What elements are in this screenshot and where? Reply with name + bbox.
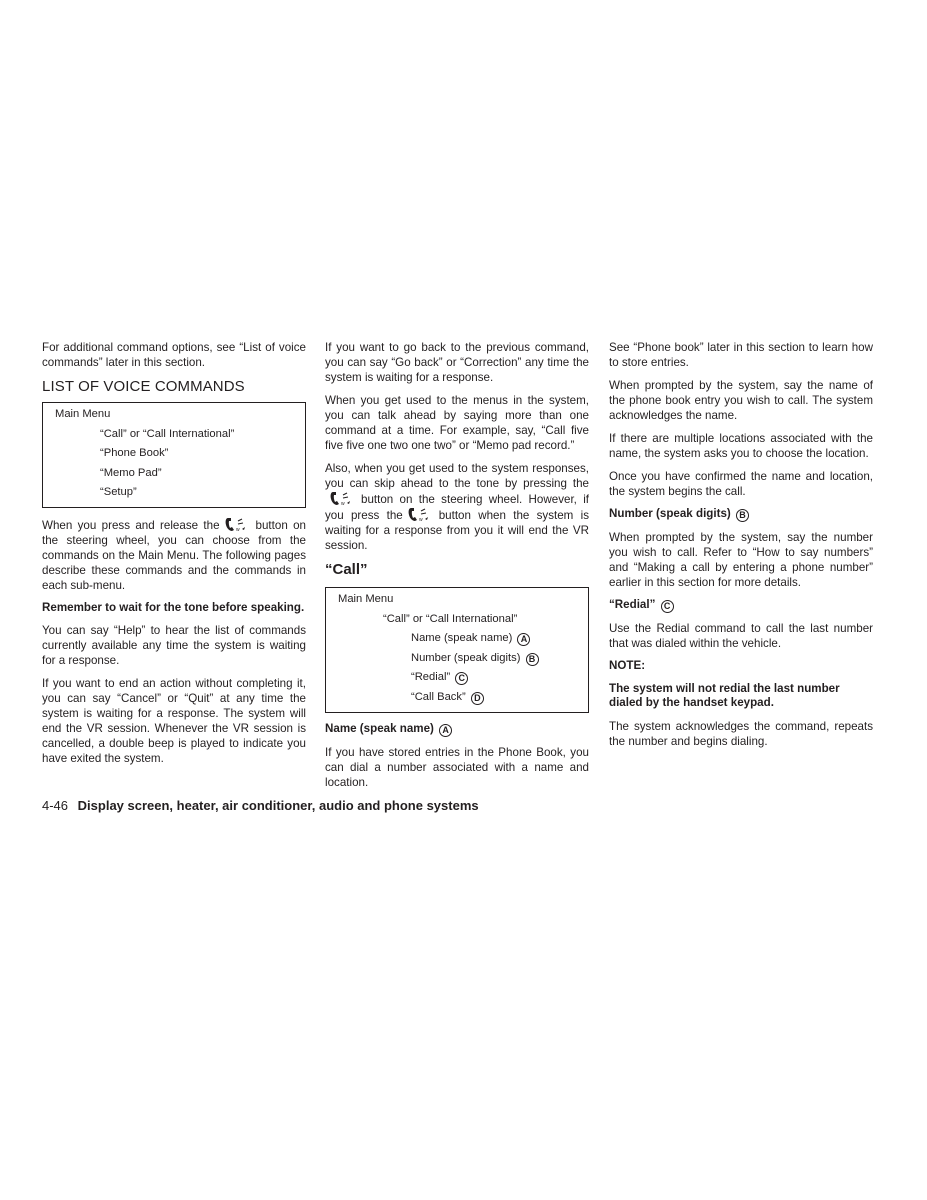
footer-title: Display screen, heater, air conditioner, audio and phone systems — [77, 798, 479, 813]
call-menu-item-name: Name (speak name) A — [326, 629, 588, 649]
press-text-after: button on the steering wheel, you can choose from the commands on the Main Menu. The following pages describe these commands and the commands in each sub-menu. — [42, 518, 307, 592]
menu-item-setup: “Setup” — [100, 486, 137, 499]
wait-tone-heading: Remember to wait for the tone before speaking. — [42, 600, 305, 614]
talk-ahead-paragraph: When you get used to the menus in the system, you can talk ahead by saying more than one command at a time. For example, say, “Call five five five one two one two” or “Memo pad record.” — [325, 394, 589, 452]
end-action-paragraph: If you want to end an action without completing it, you can say “Cancel” or “Quit” at any time the system is waiting for a response. The system will end the VR session. Whenever the VR session is cancelled, a double beep is played to indicate you have exited the system. — [42, 677, 306, 766]
multiple-locations-paragraph: If there are multiple locations associated with the name, the system asks you to choose the location. — [609, 432, 873, 460]
badge-a-icon: A — [439, 724, 452, 737]
call-menu-box — [325, 587, 589, 713]
intro-paragraph: For additional command options, see “List of voice commands” later in this section. — [42, 341, 306, 369]
skip-text-1: Also, when you get used to the system responses, you can skip ahead to the tone by pressing the — [325, 462, 589, 490]
svg-text:w: w — [235, 526, 240, 532]
skip-text-2: button on the steering wheel. However, if you press the — [325, 493, 589, 522]
press-release-paragraph — [42, 517, 306, 593]
badge-c-icon: C — [661, 600, 674, 613]
number-paragraph: When prompted by the system, say the number you wish to call. Refer to “How to say numbers” and “Making a call by entering a phone number” earlier in this section for more details. — [609, 531, 873, 589]
note-bold-text: The system will not redial the last number dialed by the handset keypad. — [609, 681, 840, 709]
press-text-before: When you press and release the — [42, 518, 220, 532]
menu-title: Main Menu — [55, 408, 111, 420]
menu-item-call: “Call” or “Call International” — [100, 427, 235, 440]
page-footer — [42, 797, 479, 815]
phone-talk-icon — [329, 491, 357, 506]
menu-item-phone-book: “Phone Book” — [100, 447, 169, 460]
call-menu-item-number: Number (speak digits) B — [326, 649, 588, 669]
badge-b-icon: B — [736, 509, 749, 522]
note-heading: NOTE: — [609, 659, 646, 672]
confirmed-paragraph: Once you have confirmed the name and location, the system begins the call. — [609, 470, 873, 498]
badge-c-icon: C — [455, 672, 468, 685]
prompted-name-paragraph: When prompted by the system, say the name of the phone book entry you wish to call. The system acknowledges the name. — [609, 379, 873, 422]
redial-paragraph: Use the Redial command to call the last number that was dialed within the vehicle. — [609, 622, 873, 650]
menu-item-memo-pad: “Memo Pad” — [100, 466, 162, 479]
skip-ahead-paragraph — [325, 461, 589, 553]
page-number: 4-46 — [42, 798, 69, 813]
svg-text:w: w — [341, 501, 345, 506]
section-title: LIST OF VOICE COMMANDS — [42, 378, 245, 395]
call-menu-title: Main Menu — [338, 593, 394, 605]
phone-talk-icon — [224, 517, 252, 532]
name-heading: Name (speak name) A — [325, 722, 589, 737]
call-menu-sub: “Call” or “Call International” — [383, 612, 518, 625]
badge-a-icon: A — [517, 633, 530, 646]
column-2 — [325, 340, 589, 798]
name-paragraph: If you have stored entries in the Phone Book, you can dial a number associated with a name and location. — [325, 745, 589, 789]
column-3 — [609, 340, 873, 757]
phone-talk-icon — [407, 507, 435, 522]
column-1 — [42, 340, 306, 774]
number-heading: Number (speak digits) B — [609, 507, 873, 522]
go-back-paragraph: If you want to go back to the previous command, you can say “Go back” or “Correction” any time the system is waiting for a response. — [325, 341, 589, 384]
svg-text:w: w — [418, 517, 423, 522]
call-subtitle: “Call” — [325, 561, 368, 578]
phone-book-paragraph: See “Phone book” later in this section to learn how to store entries. — [609, 341, 873, 369]
badge-d-icon: D — [471, 692, 484, 705]
call-menu-item-redial: “Redial” C — [326, 668, 588, 688]
acknowledge-paragraph: The system acknowledges the command, repeats the number and begins dialing. — [609, 719, 873, 748]
main-menu-box — [42, 402, 306, 508]
badge-b-icon: B — [526, 653, 539, 666]
help-paragraph: You can say “Help” to hear the list of commands currently available any time the system is waiting for a response. — [42, 624, 306, 668]
redial-heading: “Redial” C — [609, 598, 873, 613]
skip-text-3: button when the system is waiting for a response from you it will end the VR session. — [325, 509, 589, 552]
call-menu-item-call-back: “Call Back” D — [326, 688, 588, 708]
